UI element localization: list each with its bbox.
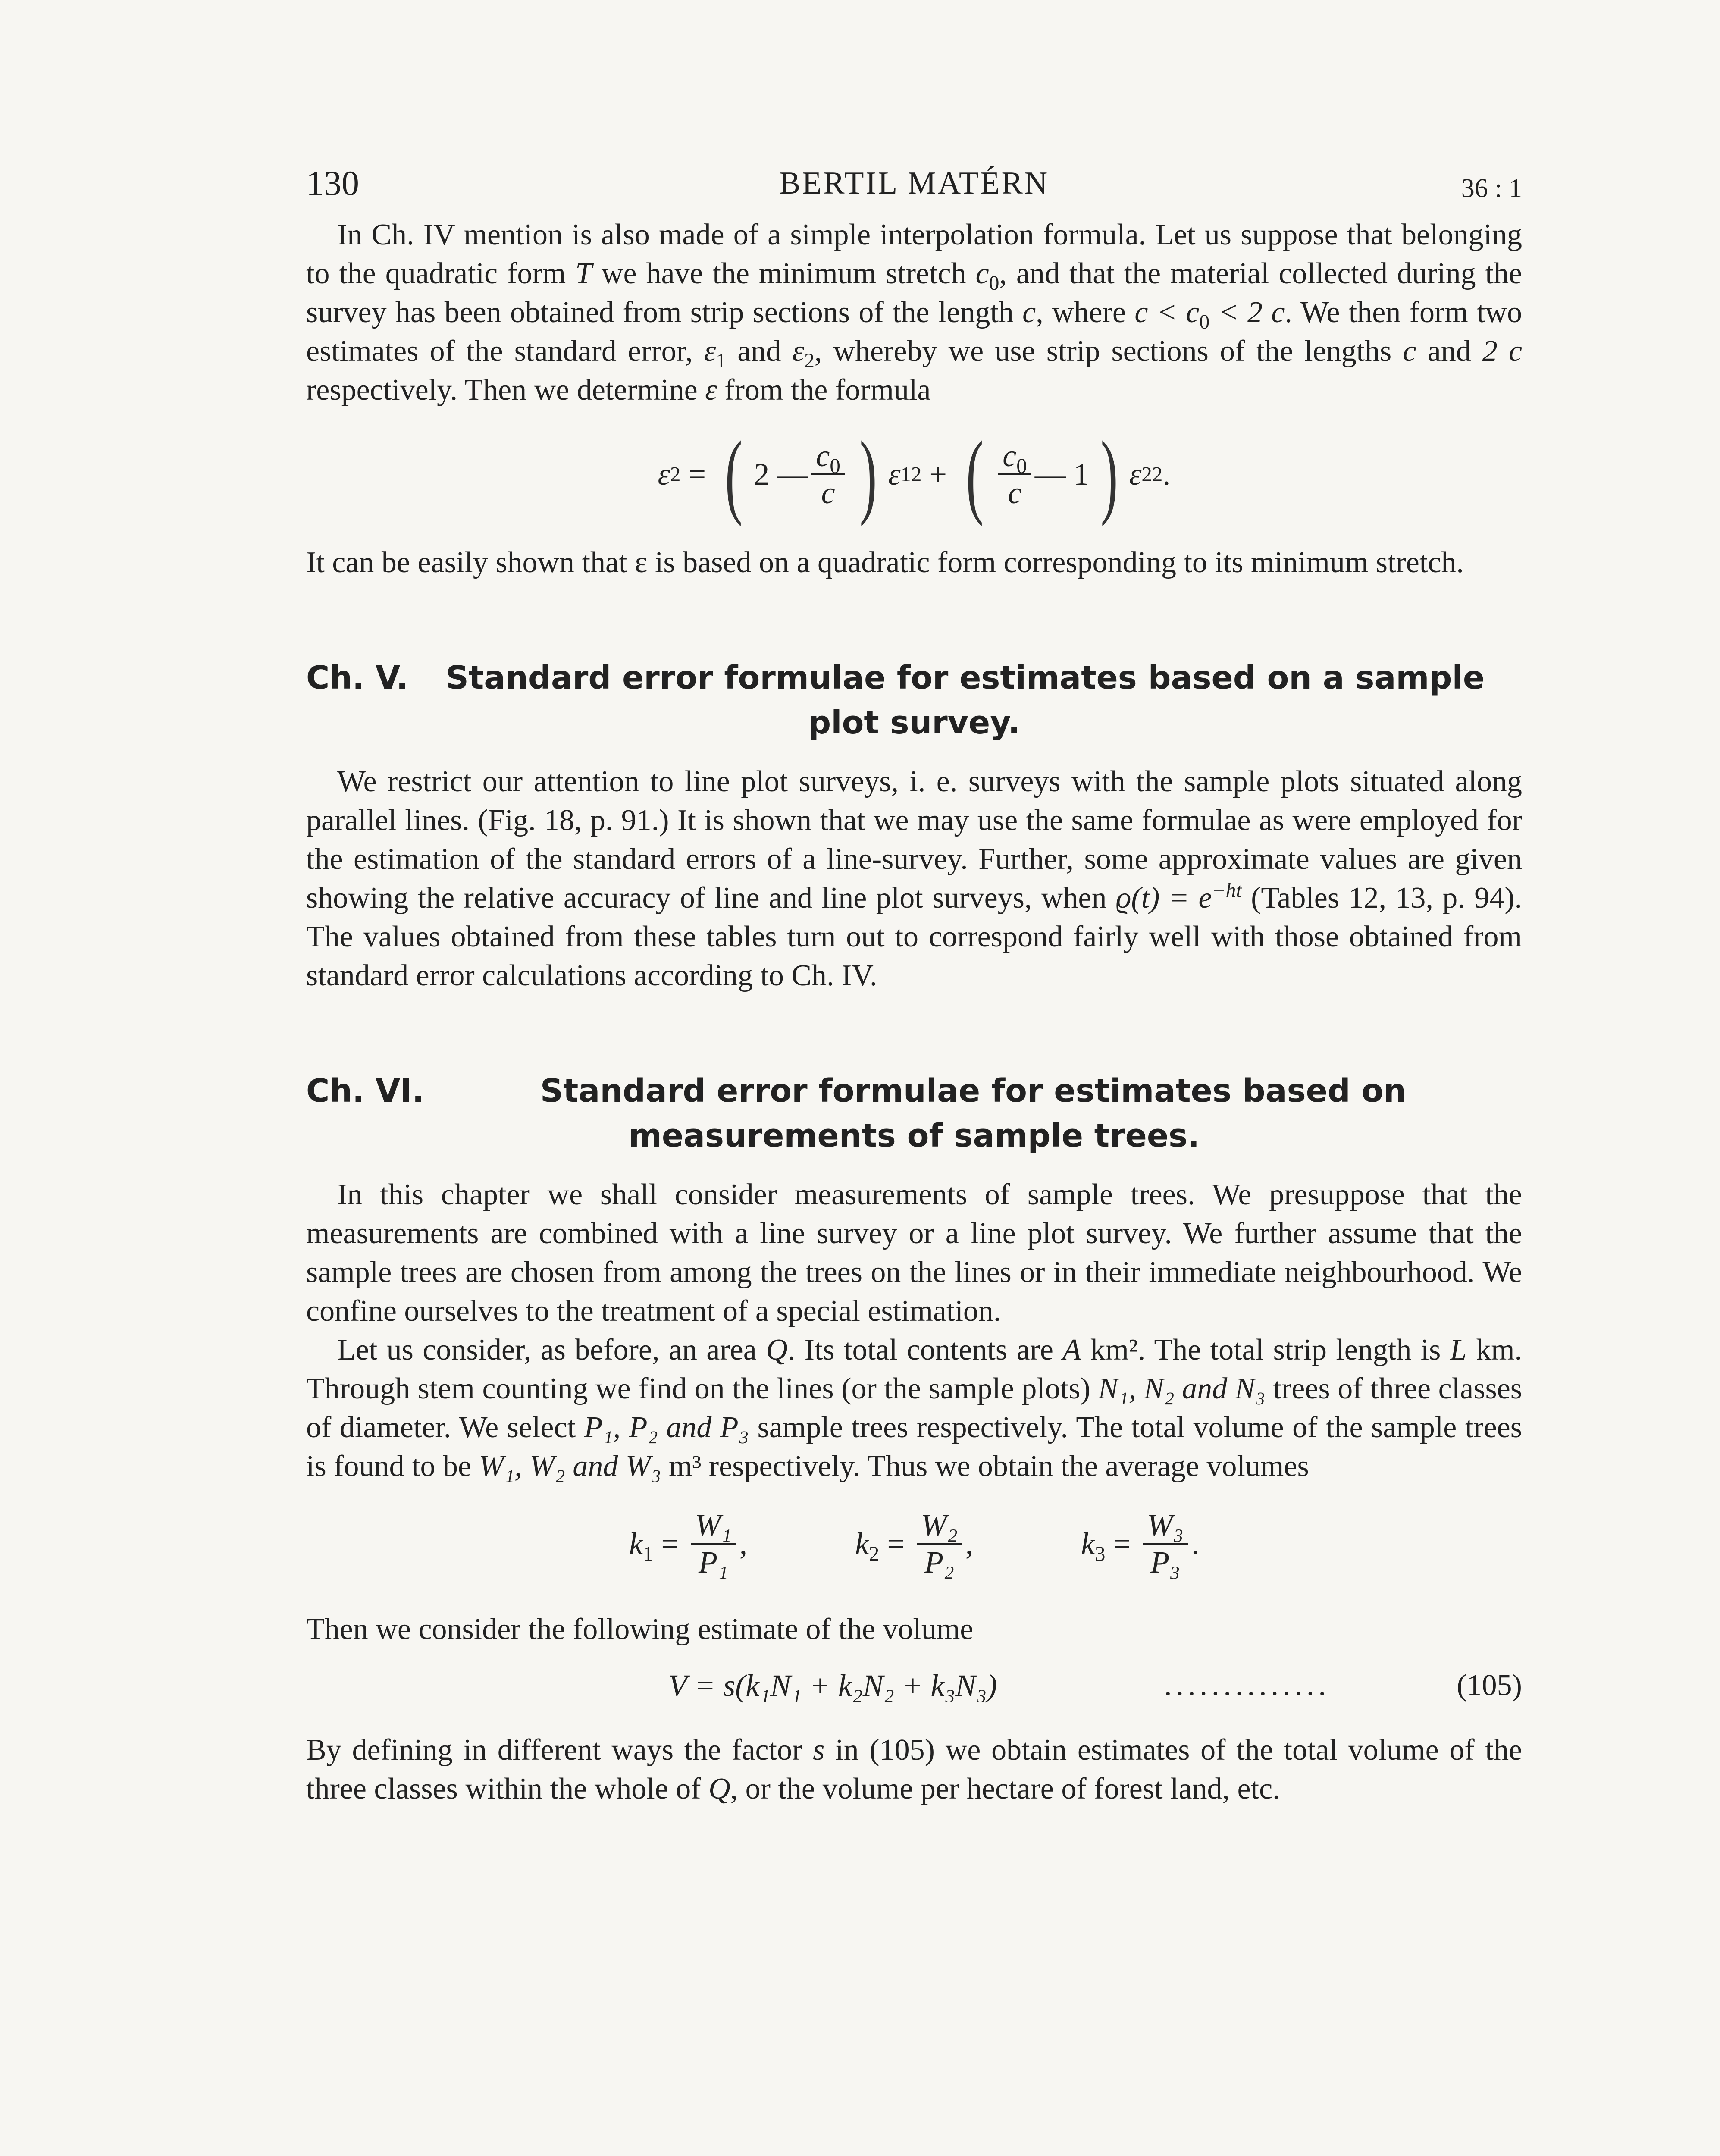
intro-paragraph: In Ch. IV mention is also made of a simple interpolation formula. Let us suppose that belonging to the quadratic form T we have the minimum stretch $c_0$, and that the material collected during the survey has been obtained from strip sections of the length c, where $c < c_0 < 2$ c. We then form two estimates of the standard error, $\varepsilon_1$ and $\varepsilon_2$, whereby we use strip sections of the lengths c and 2 c respectively. Then we determine ε from the formula [306,218,1523,407]
k3-formula: $k_3$ = $\frac{\text{W₃}}{\text{P₃}}$ . [1081,1508,1200,1579]
fraction-c0-over-c-2: $\frac{c_0}{c}$ [998,438,1031,511]
average-volume-formulas [306,1507,1522,1580]
fraction-c0-over-c: $\frac{c_0}{c}$ [811,438,844,511]
paragraph-minimum-stretch: It can be easily shown that ε is based on a quadratic form corresponding to its minimum stretch. [306,546,1464,579]
equation-105-number: (105) [1457,1669,1522,1702]
equation-105-leader: .............. [1164,1669,1330,1702]
chapter-6-heading: Ch. VI. Standard error formulae for estimates based on measurements of sample trees. [306,1072,1407,1154]
k2-formula: $k_2$ = $\frac{\text{W₂}}{\text{P₂}}$ , [855,1508,974,1579]
page-number: 130 [306,163,359,203]
chapter-6-paragraph-2: Let us consider, as before, an area Q. Its total contents are A km². The total strip length is L km. Through stem counting we find on the lines (or the sample plots) N₁, N₂ and N₃ trees of three classes of diameter. We select P₁, P₂ and P₃ sample trees respectively. The total volume of the sample trees is found to be W₁, W₂ and W₃ m³ respectively. Thus we obtain the average volumes [306,1333,1523,1483]
chapter-6-paragraph-4: By defining in different ways the factor s in (105) we obtain estimates of the total volume of the three classes within the whole of Q, or the volume per hectare of forest land, etc. [306,1733,1523,1805]
interpolation-formula: ε 2 = ( 2 — $\frac{c_0}{c}$ ) ε 1 2 + ( $\frac{c_0}{c}$ — 1 ) ε 2 2 . [658,422,1171,527]
equation-105-body: V = s(k₁N₁ + k₂N₂ + k₃N₃) [668,1668,997,1703]
section-number: 36 : 1 [1461,174,1522,203]
running-title: BERTIL MATÉRN [779,166,1050,201]
chapter-5-paragraph: We restrict our attention to line plot surveys, i. e. surveys with the sample plots situated along parallel lines. (Fig. 18, p. 91.) It is shown that we may use the same formulae as were employed for the estimation of the standard errors of a line-survey. Further, some approximate values are given showing the relative accuracy of line and line plot surveys, when $ϱ(t) = e^{-ht}$ (Tables 12, 13, p. 94). The values obtained from these tables turn out to correspond fairly well with those obtained from standard error calculations according to Ch. IV. [306,765,1523,992]
chapter-6-paragraph-3: Then we consider the following estimate of the volume [306,1613,974,1646]
page [306,164,1522,1808]
equation-105 [306,1666,1522,1709]
page-header [306,164,1522,216]
chapter-6-paragraph-1: In this chapter we shall consider measurements of sample trees. We presuppose that the measurements are combined with a line survey or a line plot survey. We further assume that the sample trees are chosen from among the trees on the lines or in their immediate neighbourhood. We confine ourselves to the treatment of a special estimation. [306,1178,1522,1328]
k1-formula: $k_1$ = $\frac{\text{W₁}}{\text{P₁}}$ , [629,1508,747,1579]
chapter-5-heading: Ch. V. Standard error formulae for estimates based on a sample plot survey. [306,659,1485,741]
